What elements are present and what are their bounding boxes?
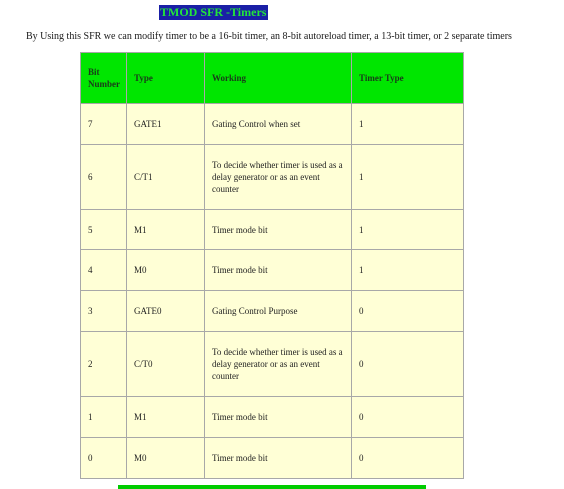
cell-working: To decide whether timer is used as a delay generator or as an event counter — [205, 332, 352, 397]
table-row — [81, 209, 464, 250]
cell-working: Timer mode bit — [205, 396, 352, 437]
cell-bit: 6 — [81, 144, 127, 209]
table-row — [81, 437, 464, 478]
header-working: Working — [205, 53, 352, 104]
cell-timer-type: 0 — [352, 396, 464, 437]
cell-type: GATE1 — [127, 104, 205, 145]
cell-timer-type: 1 — [352, 250, 464, 291]
tmod-table — [80, 52, 464, 479]
cell-type: C/T1 — [127, 144, 205, 209]
cell-bit: 5 — [81, 209, 127, 250]
cell-type: GATE0 — [127, 291, 205, 332]
cell-bit: 2 — [81, 332, 127, 397]
cell-working: Gating Control Purpose — [205, 291, 352, 332]
table-row — [81, 291, 464, 332]
cell-working: Timer mode bit — [205, 250, 352, 291]
intro-text: By Using this SFR we can modify timer to be a 16-bit timer, an 8-bit autoreload timer, a 13-bit timer, or 2 separate timers — [26, 31, 512, 42]
table-header-row — [81, 53, 464, 104]
header-timer-type: Timer Type — [352, 53, 464, 104]
header-type: Type — [127, 53, 205, 104]
cell-bit: 3 — [81, 291, 127, 332]
cell-bit: 1 — [81, 396, 127, 437]
cell-bit: 7 — [81, 104, 127, 145]
cell-working: Gating Control when set — [205, 104, 352, 145]
table-row — [81, 104, 464, 145]
cell-type: M1 — [127, 209, 205, 250]
table-row — [81, 332, 464, 397]
next-table-header-strip — [118, 485, 426, 489]
cell-bit: 0 — [81, 437, 127, 478]
cell-timer-type: 1 — [352, 209, 464, 250]
cell-bit: 4 — [81, 250, 127, 291]
header-bit-number: Bit Number — [81, 53, 127, 104]
cell-timer-type: 0 — [352, 291, 464, 332]
tmod-table-container — [80, 52, 463, 479]
table-row — [81, 250, 464, 291]
cell-type: C/T0 — [127, 332, 205, 397]
cell-type: M1 — [127, 396, 205, 437]
cell-type: M0 — [127, 250, 205, 291]
cell-working: Timer mode bit — [205, 437, 352, 478]
cell-timer-type: 1 — [352, 104, 464, 145]
cell-working: To decide whether timer is used as a delay generator or as an event counter — [205, 144, 352, 209]
cell-timer-type: 0 — [352, 437, 464, 478]
table-row — [81, 396, 464, 437]
page-title: TMOD SFR -Timers — [160, 5, 267, 19]
cell-timer-type: 0 — [352, 332, 464, 397]
table-row — [81, 144, 464, 209]
cell-timer-type: 1 — [352, 144, 464, 209]
cell-working: Timer mode bit — [205, 209, 352, 250]
cell-type: M0 — [127, 437, 205, 478]
